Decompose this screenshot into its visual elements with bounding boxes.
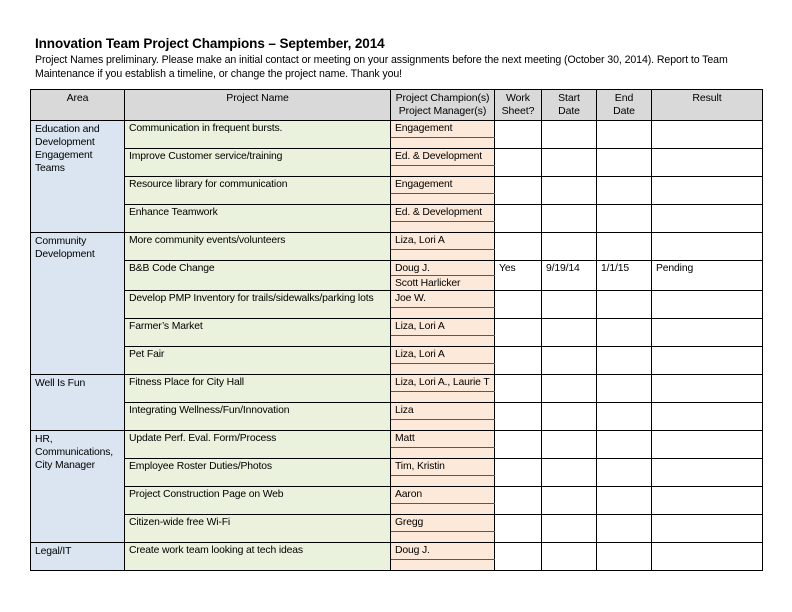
project-manager-cell [391,194,495,205]
start-date-cell [542,177,597,205]
worksheet-cell [495,177,542,205]
project-name-cell: Citizen-wide free Wi-Fi [125,515,391,543]
champion-cell: Liza, Lori A [391,233,495,250]
start-date-cell [542,319,597,347]
result-cell [652,543,763,571]
project-manager-cell [391,560,495,571]
table-header [31,90,763,121]
start-date-cell [542,233,597,261]
start-date-cell [542,543,597,571]
end-date-cell [597,233,652,261]
end-date-cell [597,121,652,149]
project-row [31,205,763,222]
project-row [31,233,763,250]
project-manager-cell [391,364,495,375]
header-line: Project Name [226,92,289,104]
result-cell [652,347,763,375]
champion-cell: Engagement [391,177,495,194]
header-line: Date [613,105,635,117]
worksheet-cell [495,205,542,233]
project-manager-cell [391,532,495,543]
start-date-cell [542,459,597,487]
end-date-cell [597,177,652,205]
start-date-cell [542,205,597,233]
result-cell [652,149,763,177]
header-line: Project Champion(s) [395,92,490,104]
column-header-champion [391,90,495,121]
result-cell [652,205,763,233]
project-manager-cell [391,420,495,431]
champion-cell: Doug J. [391,261,495,276]
result-cell [652,459,763,487]
project-row [31,431,763,448]
column-header-start-date [542,90,597,121]
area-cell: Community Development [31,233,125,375]
result-cell [652,319,763,347]
project-name-cell: Project Construction Page on Web [125,487,391,515]
area-cell: Education and Development Engagement Teams [31,121,125,233]
worksheet-cell [495,347,542,375]
champion-cell: Aaron [391,487,495,504]
result-cell [652,403,763,431]
champion-cell: Liza [391,403,495,420]
project-manager-cell [391,250,495,261]
project-name-cell: Integrating Wellness/Fun/Innovation [125,403,391,431]
start-date-cell [542,149,597,177]
project-row [31,319,763,336]
projects-table [30,89,763,571]
area-cell: HR, Communications, City Manager [31,431,125,543]
end-date-cell [597,459,652,487]
project-row [31,149,763,166]
worksheet-cell [495,121,542,149]
result-cell [652,233,763,261]
area-cell: Well Is Fun [31,375,125,431]
project-row [31,543,763,560]
project-row [31,121,763,138]
start-date-cell [542,487,597,515]
project-name-cell: Create work team looking at tech ideas [125,543,391,571]
header-line: Date [558,105,580,117]
result-cell [652,121,763,149]
project-name-cell: Farmer’s Market [125,319,391,347]
project-name-cell: Employee Roster Duties/Photos [125,459,391,487]
result-cell [652,431,763,459]
start-date-cell [542,515,597,543]
start-date-cell [542,121,597,149]
page-title: Innovation Team Project Champions – September, 2014 [35,36,385,51]
champion-cell: Tim, Kristin [391,459,495,476]
champion-cell: Ed. & Development [391,205,495,222]
worksheet-cell [495,319,542,347]
area-cell: Legal/IT [31,543,125,571]
start-date-cell [542,403,597,431]
header-line: Project Manager(s) [398,105,487,117]
column-header-project-name [125,90,391,121]
project-manager-cell [391,166,495,177]
project-row [31,291,763,308]
worksheet-cell [495,375,542,403]
header-line: Start [558,92,580,104]
project-name-cell: Develop PMP Inventory for trails/sidewalks/parking lots [125,291,391,319]
project-manager-cell [391,476,495,487]
start-date-cell [542,431,597,459]
column-header-result [652,90,763,121]
champion-cell: Liza, Lori A., Laurie T [391,375,495,392]
project-manager-cell [391,392,495,403]
project-row [31,515,763,532]
header-row [31,90,763,121]
end-date-cell [597,403,652,431]
project-manager-cell [391,504,495,515]
project-name-cell: Pet Fair [125,347,391,375]
project-name-cell: Enhance Teamwork [125,205,391,233]
column-header-end-date [597,90,652,121]
project-row [31,177,763,194]
project-name-cell: Resource library for communication [125,177,391,205]
worksheet-cell [495,487,542,515]
result-cell [652,291,763,319]
worksheet-cell [495,459,542,487]
result-cell: Pending [652,261,763,291]
project-row [31,347,763,364]
header-line: End [614,92,634,104]
result-cell [652,515,763,543]
project-row [31,403,763,420]
worksheet-cell [495,233,542,261]
worksheet-cell [495,515,542,543]
header-line: Work [506,92,530,104]
champion-cell: Gregg [391,515,495,532]
end-date-cell: 1/1/15 [597,261,652,291]
intro-text: Project Names preliminary. Please make an initial contact or meeting on your assignments before the next meeting (October 30, 2014). Report to Team Maintenance if you establish a timeline, or change the project name. Thank you! [35,54,728,80]
end-date-cell [597,431,652,459]
champion-cell: Engagement [391,121,495,138]
worksheet-cell [495,291,542,319]
champion-cell: Matt [391,431,495,448]
end-date-cell [597,291,652,319]
project-row [31,487,763,504]
header-line: Result [692,92,722,104]
result-cell [652,487,763,515]
project-row [31,459,763,476]
end-date-cell [597,319,652,347]
worksheet-cell [495,149,542,177]
champion-cell: Joe W. [391,291,495,308]
start-date-cell: 9/19/14 [542,261,597,291]
end-date-cell [597,543,652,571]
project-manager-cell [391,138,495,149]
project-manager-cell [391,448,495,459]
end-date-cell [597,205,652,233]
project-name-cell: More community events/volunteers [125,233,391,261]
champion-cell: Ed. & Development [391,149,495,166]
project-name-cell: Update Perf. Eval. Form/Process [125,431,391,459]
result-cell [652,177,763,205]
champion-cell: Liza, Lori A [391,319,495,336]
worksheet-cell [495,403,542,431]
column-header-area [31,90,125,121]
project-manager-cell [391,336,495,347]
project-manager-cell: Scott Harlicker [391,276,495,291]
project-manager-cell [391,222,495,233]
project-row [31,261,763,276]
champion-cell: Liza, Lori A [391,347,495,364]
table-body [31,121,763,571]
end-date-cell [597,149,652,177]
project-row [31,375,763,392]
worksheet-cell: Yes [495,261,542,291]
header-line: Area [66,92,89,104]
end-date-cell [597,375,652,403]
champion-cell: Doug J. [391,543,495,560]
start-date-cell [542,347,597,375]
project-name-cell: Fitness Place for City Hall [125,375,391,403]
end-date-cell [597,487,652,515]
start-date-cell [542,375,597,403]
end-date-cell [597,347,652,375]
project-name-cell: Improve Customer service/training [125,149,391,177]
worksheet-cell [495,543,542,571]
column-header-worksheet [495,90,542,121]
project-manager-cell [391,308,495,319]
project-name-cell: Communication in frequent bursts. [125,121,391,149]
end-date-cell [597,515,652,543]
start-date-cell [542,291,597,319]
worksheet-cell [495,431,542,459]
result-cell [652,375,763,403]
header-line: Sheet? [501,105,535,117]
project-name-cell: B&B Code Change [125,261,391,291]
